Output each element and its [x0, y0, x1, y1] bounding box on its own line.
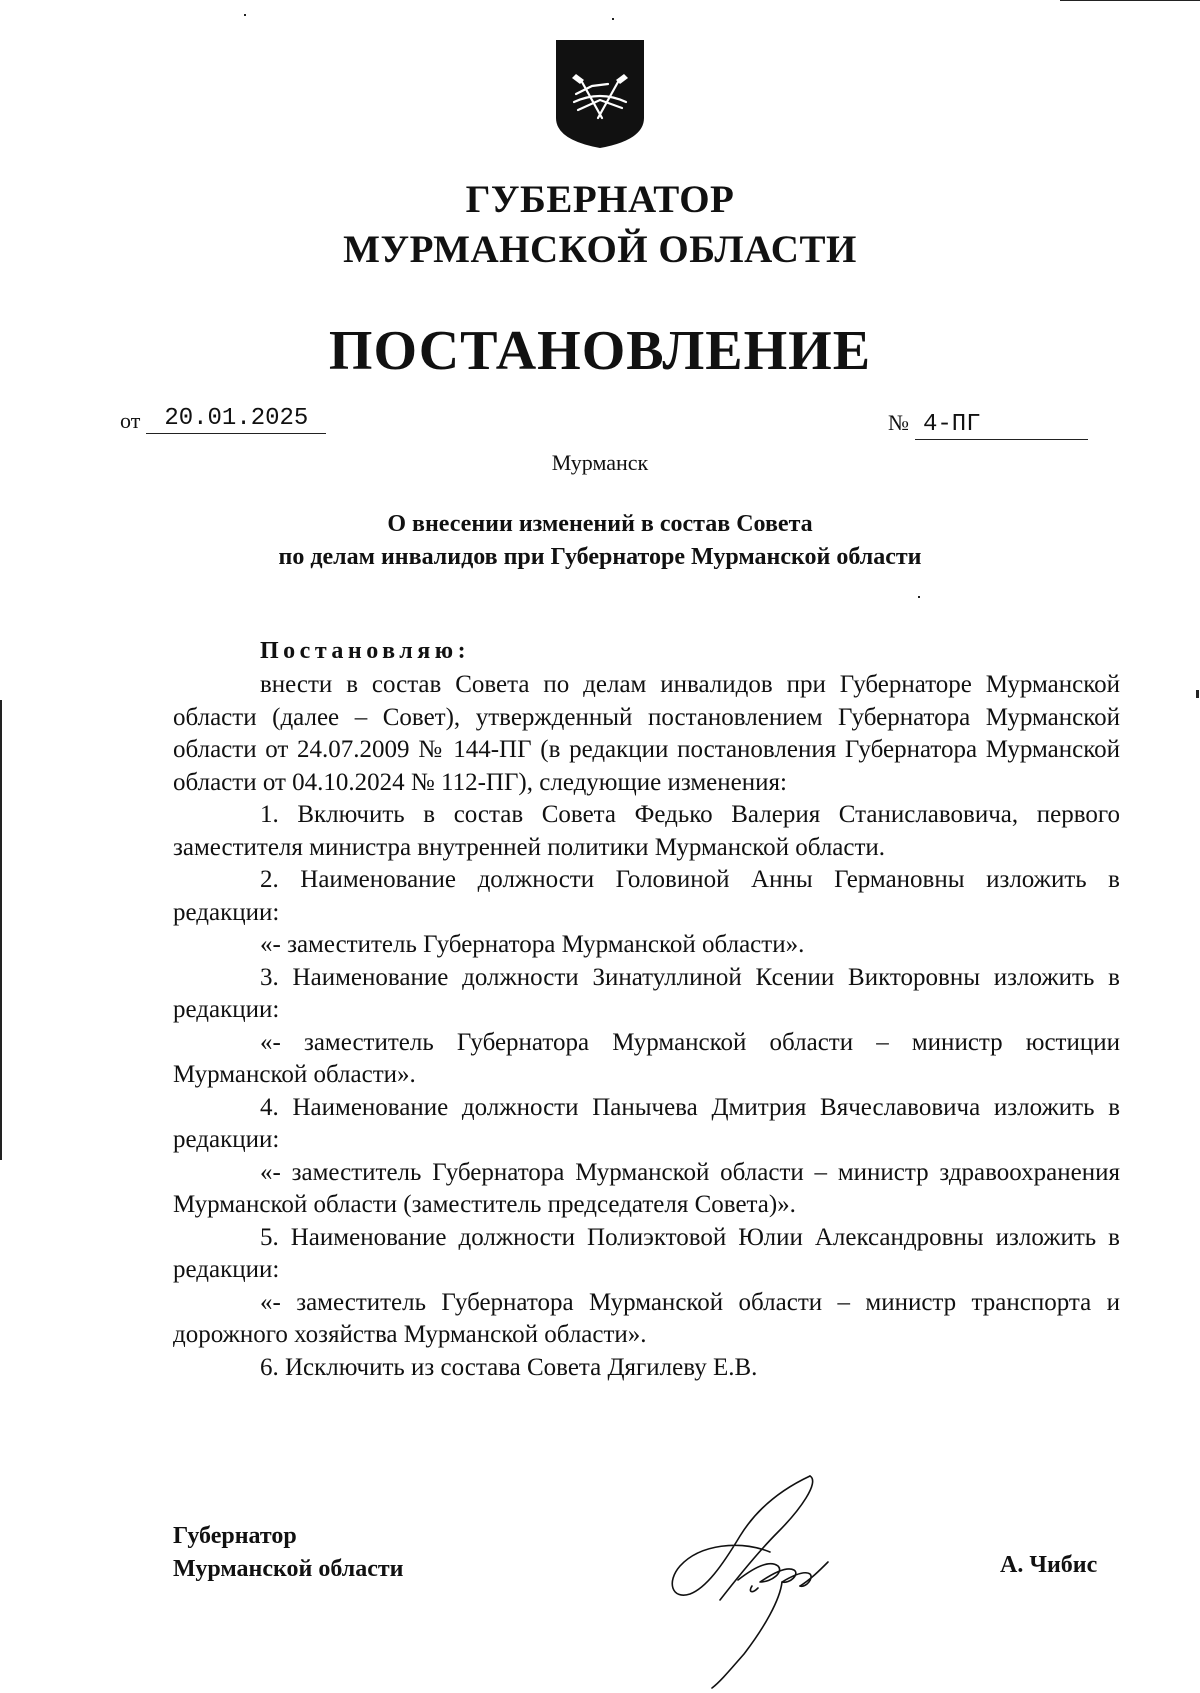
paragraph-item-1: 1. Включить в состав Совета Федько Валерия Станиславовича, первого заместителя министра внутренней политики Мурманской области.	[173, 801, 1120, 861]
signatory-position-line-2: Мурманской области	[173, 1556, 404, 1582]
signatory-name: А. Чибис	[1000, 1552, 1098, 1578]
scan-mark	[918, 596, 920, 598]
paragraph-quote-5: «- заместитель Губернатора Мурманской области – министр транспорта и дорожного хозяйства Мурманской области».	[173, 1288, 1120, 1348]
paragraph-quote-2: «- заместитель Губернатора Мурманской области».	[260, 931, 805, 958]
paragraph-quote-4: «- заместитель Губернатора Мурманской области – министр здравоохранения Мурманской области (заместитель председателя Совета)».	[173, 1158, 1120, 1218]
subject-line-2: по делам инвалидов при Губернаторе Мурманской области	[278, 544, 922, 570]
scan-mark	[244, 14, 246, 16]
authority-line-2: МУРМАНСКОЙ ОБЛАСТИ	[343, 228, 857, 271]
document-body	[173, 669, 1120, 1384]
handwritten-signature	[660, 1470, 880, 1690]
number-prefix: №	[888, 410, 909, 435]
date-value: 20.01.2025	[146, 405, 326, 434]
paragraph-item-2: 2. Наименование должности Головиной Анны Германовны изложить в редакции:	[173, 866, 1120, 926]
date-field	[120, 404, 326, 434]
date-prefix: от	[120, 408, 141, 433]
subject-line-1: О внесении изменений в состав Совета	[387, 511, 813, 537]
paragraph-quote-3: «- заместитель Губернатора Мурманской области – министр юстиции Мурманской области».	[173, 1028, 1120, 1088]
paragraph-item-5: 5. Наименование должности Полиэктовой Юлии Александровны изложить в редакции:	[173, 1223, 1120, 1283]
document-subject	[170, 508, 1030, 574]
number-value: 4-ПГ	[915, 411, 1088, 440]
document-type: ПОСТАНОВЛЕНИЕ	[328, 320, 872, 382]
authority-title	[0, 175, 1200, 275]
paragraph-item-3: 3. Наименование должности Зинатуллиной Ксении Викторовны изложить в редакции:	[173, 963, 1120, 1023]
number-field	[888, 410, 1088, 440]
scan-mark	[1196, 690, 1199, 698]
paragraph-item-6: 6. Исключить из состава Совета Дягилеву Е.В.	[260, 1353, 758, 1381]
authority-line-1: ГУБЕРНАТОР	[465, 178, 735, 221]
signatory-position-line-1: Губернатор	[173, 1523, 297, 1549]
city: Мурманск	[551, 450, 649, 475]
scan-mark	[612, 18, 614, 20]
scan-mark	[1060, 0, 1200, 1]
paragraph-item-4: 4. Наименование должности Панычева Дмитрия Вячеславовича изложить в редакции:	[173, 1093, 1120, 1153]
signatory-position	[173, 1520, 403, 1586]
coat-of-arms-icon	[556, 40, 644, 148]
decree-word: Постановляю:	[260, 638, 471, 664]
scan-mark	[0, 700, 2, 1160]
paragraph-intro: внести в состав Совета по делам инвалидов при Губернаторе Мурманской области (далее – Совет), утвержденный постановлением Губернатора Мурманской области от 24.07.2009 № 144-ПГ (в редакции постановления Губернатора Мурманской области от 04.10.2024 № 112-ПГ), следующие изменения:	[173, 671, 1120, 796]
